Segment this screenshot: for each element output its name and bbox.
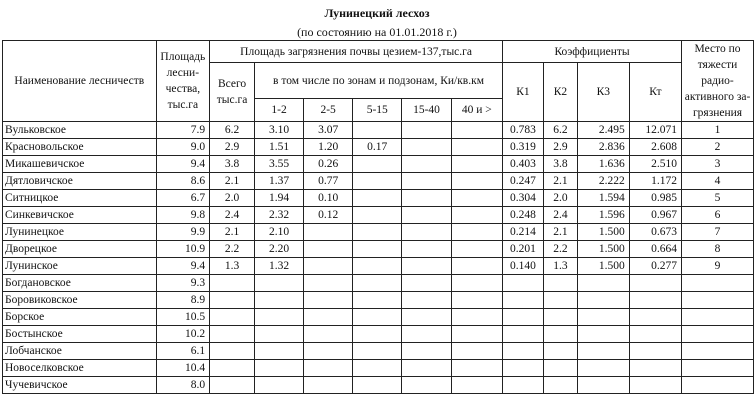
cell-k2: 2.1 (543, 224, 577, 241)
cell-k2: 6.2 (543, 122, 577, 139)
cell-kt (629, 275, 681, 292)
col-header-z4: 15-40 (402, 99, 451, 122)
cell-z5 (451, 258, 502, 275)
cell-k3 (578, 275, 630, 292)
cell-z1 (254, 377, 303, 394)
cell-k1 (503, 343, 544, 360)
table-row (3, 309, 754, 326)
col-header-z1: 1-2 (254, 99, 303, 122)
page-title: Лунинецкий лесхоз (324, 6, 430, 20)
cell-z4 (402, 343, 451, 360)
cell-name: Боровиковское (3, 292, 157, 309)
cell-area: 7.9 (156, 122, 210, 139)
cell-name: Новоселковское (3, 360, 157, 377)
cell-k3 (578, 360, 630, 377)
cell-z5 (451, 377, 502, 394)
cell-k1: 0.140 (503, 258, 544, 275)
cell-z4 (402, 190, 451, 207)
cell-place (682, 309, 754, 326)
cell-kt: 0.664 (629, 241, 681, 258)
cell-k2 (543, 275, 577, 292)
cell-kt (629, 377, 681, 394)
cell-place (682, 326, 754, 343)
cell-name: Ситницкое (3, 190, 157, 207)
cell-z3 (353, 377, 402, 394)
cell-z3 (353, 224, 402, 241)
cell-place: 7 (682, 224, 754, 241)
cell-area: 9.8 (156, 207, 210, 224)
cell-z4 (402, 309, 451, 326)
cell-k2 (543, 326, 577, 343)
cell-k3 (578, 377, 630, 394)
page-subtitle: (по состоянию на 01.01.2018 г.) (297, 25, 457, 39)
cell-kt: 0.967 (629, 207, 681, 224)
cell-z2: 0.12 (304, 207, 353, 224)
cell-kt: 1.172 (629, 173, 681, 190)
cell-place: 2 (682, 139, 754, 156)
cell-z3 (353, 156, 402, 173)
col-header-z5: 40 и > (451, 99, 502, 122)
cell-k1 (503, 275, 544, 292)
cell-k3: 1.500 (578, 241, 630, 258)
cell-z5 (451, 343, 502, 360)
cell-total: 2.1 (210, 224, 255, 241)
cell-place: 3 (682, 156, 754, 173)
cell-z2: 0.26 (304, 156, 353, 173)
cell-k3: 2.495 (578, 122, 630, 139)
col-header-place: Место по тяжести радио-активного за-грязнения (682, 41, 754, 122)
cell-k3: 2.836 (578, 139, 630, 156)
cell-z3 (353, 207, 402, 224)
cell-k1: 0.403 (503, 156, 544, 173)
cell-k3: 1.636 (578, 156, 630, 173)
cell-z3 (353, 360, 402, 377)
cell-z2 (304, 343, 353, 360)
cell-place (682, 343, 754, 360)
cell-z4 (402, 360, 451, 377)
cell-z3 (353, 275, 402, 292)
cell-k3: 1.500 (578, 258, 630, 275)
cell-z4 (402, 292, 451, 309)
cell-area: 8.9 (156, 292, 210, 309)
cell-k2: 2.2 (543, 241, 577, 258)
cell-area: 8.6 (156, 173, 210, 190)
col-header-coefficients: Коэффициенты (503, 41, 682, 63)
cell-z2 (304, 377, 353, 394)
cell-k1: 0.214 (503, 224, 544, 241)
contamination-table (2, 40, 754, 394)
cell-k1: 0.304 (503, 190, 544, 207)
cell-z5 (451, 207, 502, 224)
col-header-kt: Кт (629, 63, 681, 122)
cell-z4 (402, 122, 451, 139)
cell-total: 6.2 (210, 122, 255, 139)
cell-name: Красновольское (3, 139, 157, 156)
table-row (3, 360, 754, 377)
cell-total: 2.0 (210, 190, 255, 207)
col-header-k2: К2 (543, 63, 577, 122)
cell-z1 (254, 275, 303, 292)
cell-k1: 0.319 (503, 139, 544, 156)
cell-z2 (304, 309, 353, 326)
cell-area: 10.5 (156, 309, 210, 326)
table-row (3, 343, 754, 360)
cell-z1: 1.94 (254, 190, 303, 207)
cell-kt (629, 343, 681, 360)
cell-total (210, 377, 255, 394)
cell-k3: 1.596 (578, 207, 630, 224)
cell-k3 (578, 292, 630, 309)
cell-total: 2.1 (210, 173, 255, 190)
cell-k1 (503, 292, 544, 309)
cell-name: Синкевичское (3, 207, 157, 224)
cell-z4 (402, 377, 451, 394)
cell-k1 (503, 377, 544, 394)
cell-k2: 3.8 (543, 156, 577, 173)
cell-z2: 0.77 (304, 173, 353, 190)
cell-name: Дятловичское (3, 173, 157, 190)
table-row (3, 190, 754, 207)
cell-kt: 2.608 (629, 139, 681, 156)
cell-k1 (503, 360, 544, 377)
cell-total: 3.8 (210, 156, 255, 173)
cell-z4 (402, 258, 451, 275)
cell-area: 9.4 (156, 156, 210, 173)
cell-kt: 0.277 (629, 258, 681, 275)
cell-area: 10.9 (156, 241, 210, 258)
cell-name: Лобчанское (3, 343, 157, 360)
cell-kt (629, 326, 681, 343)
cell-z1: 1.32 (254, 258, 303, 275)
cell-total (210, 309, 255, 326)
cell-k2: 2.0 (543, 190, 577, 207)
col-header-z2: 2-5 (304, 99, 353, 122)
cell-z5 (451, 139, 502, 156)
cell-kt (629, 360, 681, 377)
cell-z4 (402, 156, 451, 173)
cell-z1 (254, 309, 303, 326)
cell-k2 (543, 292, 577, 309)
cell-total: 2.4 (210, 207, 255, 224)
cell-z4 (402, 224, 451, 241)
cell-k3: 1.594 (578, 190, 630, 207)
cell-k1 (503, 326, 544, 343)
cell-name: Бостынское (3, 326, 157, 343)
cell-z2 (304, 241, 353, 258)
cell-z5 (451, 156, 502, 173)
cell-z3 (353, 241, 402, 258)
table-row (3, 241, 754, 258)
cell-k3 (578, 343, 630, 360)
cell-z1 (254, 360, 303, 377)
cell-k2 (543, 377, 577, 394)
cell-z1: 1.51 (254, 139, 303, 156)
cell-area: 9.3 (156, 275, 210, 292)
cell-area: 6.1 (156, 343, 210, 360)
cell-k3: 1.500 (578, 224, 630, 241)
cell-z5 (451, 224, 502, 241)
cell-z4 (402, 139, 451, 156)
col-header-k3: К3 (578, 63, 630, 122)
cell-area: 10.4 (156, 360, 210, 377)
cell-total (210, 275, 255, 292)
cell-k2 (543, 309, 577, 326)
cell-z3 (353, 190, 402, 207)
cell-z4 (402, 326, 451, 343)
cell-z4 (402, 207, 451, 224)
table-row (3, 377, 754, 394)
cell-kt: 0.985 (629, 190, 681, 207)
col-header-total: Всего тыс.га (210, 63, 255, 122)
cell-z2 (304, 224, 353, 241)
cell-total (210, 343, 255, 360)
cell-area: 10.2 (156, 326, 210, 343)
cell-place: 1 (682, 122, 754, 139)
cell-z1 (254, 292, 303, 309)
cell-place (682, 275, 754, 292)
cell-z1 (254, 343, 303, 360)
cell-kt (629, 292, 681, 309)
cell-z2: 3.07 (304, 122, 353, 139)
cell-z5 (451, 292, 502, 309)
cell-z2 (304, 360, 353, 377)
cell-z2 (304, 292, 353, 309)
cell-k1: 0.248 (503, 207, 544, 224)
table-row (3, 139, 754, 156)
cell-place: 5 (682, 190, 754, 207)
cell-place: 4 (682, 173, 754, 190)
cell-area: 9.0 (156, 139, 210, 156)
cell-k2 (543, 360, 577, 377)
cell-k2: 2.4 (543, 207, 577, 224)
cell-name: Микашевичское (3, 156, 157, 173)
cell-z3 (353, 343, 402, 360)
cell-total (210, 360, 255, 377)
cell-k3 (578, 309, 630, 326)
cell-z5 (451, 173, 502, 190)
col-header-area: Площадь лесни-чества, тыс.га (156, 41, 210, 122)
cell-total (210, 292, 255, 309)
cell-kt: 0.673 (629, 224, 681, 241)
table-row (3, 156, 754, 173)
cell-place (682, 360, 754, 377)
cell-name: Богдановское (3, 275, 157, 292)
cell-place: 6 (682, 207, 754, 224)
cell-z5 (451, 122, 502, 139)
cell-z3 (353, 122, 402, 139)
col-header-zones: в том числе по зонам и подзонам, Ки/кв.км (254, 63, 502, 99)
table-row (3, 326, 754, 343)
cell-z5 (451, 360, 502, 377)
table-row (3, 292, 754, 309)
cell-z3 (353, 258, 402, 275)
cell-k2: 2.9 (543, 139, 577, 156)
cell-area: 9.9 (156, 224, 210, 241)
cell-k1 (503, 309, 544, 326)
cell-z3 (353, 173, 402, 190)
cell-total: 2.2 (210, 241, 255, 258)
cell-z4 (402, 173, 451, 190)
cell-area: 8.0 (156, 377, 210, 394)
cell-z5 (451, 241, 502, 258)
cell-name: Дворецкое (3, 241, 157, 258)
cell-z3 (353, 326, 402, 343)
table-row (3, 224, 754, 241)
col-header-z3: 5-15 (353, 99, 402, 122)
cell-name: Вульковское (3, 122, 157, 139)
col-header-k1: К1 (503, 63, 544, 122)
col-header-contamination: Площадь загрязнения почвы цезием-137,тыс.га (210, 41, 503, 63)
cell-z2 (304, 275, 353, 292)
cell-k1: 0.783 (503, 122, 544, 139)
cell-z1: 2.20 (254, 241, 303, 258)
cell-z2: 0.10 (304, 190, 353, 207)
table-row (3, 207, 754, 224)
table-row (3, 122, 754, 139)
cell-kt: 12.071 (629, 122, 681, 139)
table-row (3, 275, 754, 292)
cell-k3: 2.222 (578, 173, 630, 190)
cell-place: 9 (682, 258, 754, 275)
cell-k1: 0.201 (503, 241, 544, 258)
cell-name: Борское (3, 309, 157, 326)
cell-k2: 2.1 (543, 173, 577, 190)
cell-place (682, 377, 754, 394)
cell-k1: 0.247 (503, 173, 544, 190)
cell-area: 6.7 (156, 190, 210, 207)
cell-total: 1.3 (210, 258, 255, 275)
cell-z2: 1.20 (304, 139, 353, 156)
cell-k3 (578, 326, 630, 343)
cell-z3: 0.17 (353, 139, 402, 156)
cell-total: 2.9 (210, 139, 255, 156)
cell-z4 (402, 241, 451, 258)
table-row (3, 173, 754, 190)
cell-kt: 2.510 (629, 156, 681, 173)
col-header-name: Наименование лесничеств (3, 41, 157, 122)
cell-z1: 1.37 (254, 173, 303, 190)
cell-place (682, 292, 754, 309)
cell-z4 (402, 275, 451, 292)
cell-z3 (353, 309, 402, 326)
cell-total (210, 326, 255, 343)
cell-z5 (451, 309, 502, 326)
cell-z1 (254, 326, 303, 343)
cell-z1: 3.10 (254, 122, 303, 139)
cell-z1: 2.32 (254, 207, 303, 224)
table-row (3, 258, 754, 275)
cell-kt (629, 309, 681, 326)
cell-k2: 1.3 (543, 258, 577, 275)
cell-z5 (451, 326, 502, 343)
cell-k2 (543, 343, 577, 360)
cell-z2 (304, 258, 353, 275)
cell-z3 (353, 292, 402, 309)
cell-z1: 3.55 (254, 156, 303, 173)
cell-name: Чучевичское (3, 377, 157, 394)
cell-z1: 2.10 (254, 224, 303, 241)
cell-z5 (451, 190, 502, 207)
cell-name: Лунинецкое (3, 224, 157, 241)
cell-area: 9.4 (156, 258, 210, 275)
cell-name: Лунинское (3, 258, 157, 275)
cell-z5 (451, 275, 502, 292)
cell-place: 8 (682, 241, 754, 258)
cell-z2 (304, 326, 353, 343)
